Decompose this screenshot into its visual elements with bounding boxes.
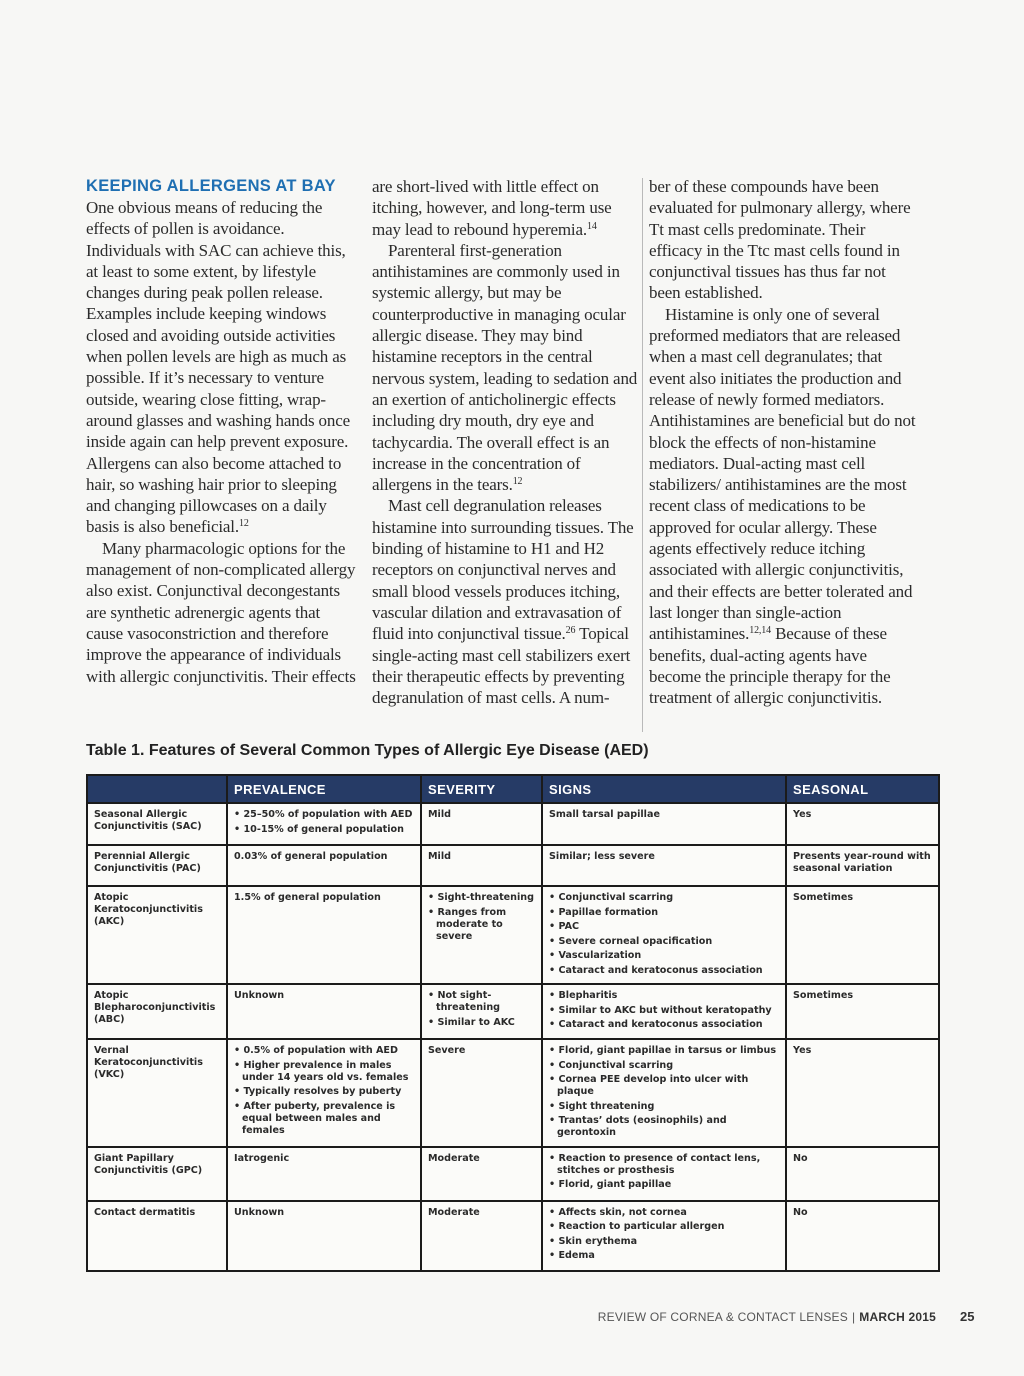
table-cell-prevalence: Iatrogenic [227,1147,421,1201]
cell-list [234,1045,414,1137]
table-title: Table 1. Features of Several Common Types of Allergic Eye Disease (AED) [86,742,649,759]
column-header: PREVALENCE [227,775,421,803]
paragraph [372,240,642,496]
list-item: • After puberty, prevalence is equal between males and females [234,1101,414,1137]
paragraph-text: Histamine is only one of several preformed mediators that are released when a mast cell degranulates; that event also initiates the production and release of newly formed mediators. Antihistamines are beneficial but do not block the effects of non-histamine mediators. Dual-acting mast cell stabilizers/ antihistamines are the most recent class of medications to be approved for ocular allergy. These agents effectively reduce itching associated with allergic conjunctivitis, and their effects are better tolerated and last longer than single-action antihistamines. [649,304,916,644]
list-item: • Vascularization [549,950,779,962]
cell-list [549,1207,779,1263]
list-item: • Cataract and keratoconus association [549,965,779,977]
article-body [86,176,928,732]
table-cell-seasonal: No [786,1147,939,1201]
table-cell-severity: Moderate [421,1147,542,1201]
article-column-1 [86,176,356,732]
table-row [87,984,939,1039]
list-item: • Sight-threatening [428,892,535,904]
list-item: • Similar to AKC [428,1017,535,1029]
article-column-3 [649,176,919,732]
list-item: • Conjunctival scarring [549,892,779,904]
table-cell-prevalence [227,1039,421,1147]
table-cell-signs [542,1039,786,1147]
table-cell-severity [421,984,542,1039]
table-cell-signs [542,1147,786,1201]
aed-table [86,774,940,1272]
footer-separator: | [851,1310,856,1324]
table-row [87,1201,939,1271]
paragraph-text: are short-lived with little effect on itching, however, and long-term use may lead to rebound hyperemia. [372,177,612,239]
table-cell-severity: Mild [421,803,542,845]
article-column-2 [372,176,642,732]
table-cell-prevalence: 1.5% of general population [227,886,421,984]
table-cell-seasonal: No [786,1201,939,1271]
paragraph: ber of these compounds have been evaluated for pulmonary allergy, where Tt mast cells predominate. Their efficacy in the Ttc mast cells found in conjunctival tissues has thus far not been established. [649,177,911,303]
column-header: SIGNS [542,775,786,803]
cell-list [549,1045,779,1139]
table-row [87,1147,939,1201]
paragraph-text: Parenteral first-generation antihistamines are commonly used in systemic allergy, but may be counterproductive in managing ocular allergic disease. They may bind histamine receptors in the central nervous system, leading to sedation and an exertion of anticholinergic effects including dry mouth, dry eye and tachycardia. The overall effect is an increase in the concentration of allergens in the tears. [372,240,638,495]
table-row [87,803,939,845]
list-item: • Not sight-threatening [428,990,535,1014]
publication-name: REVIEW OF CORNEA & CONTACT LENSES [597,1310,848,1324]
table-body [87,803,939,1271]
list-item: • 10-15% of general population [234,824,414,836]
column-header: SEASONAL [786,775,939,803]
list-item: • Cataract and keratoconus association [549,1019,779,1031]
list-item: • Trantas’ dots (eosinophils) and gerontoxin [549,1115,779,1139]
page-number: 25 [960,1309,975,1324]
list-item: • 25–50% of population with AED [234,809,414,821]
table-cell-signs [542,984,786,1039]
list-item: • Skin erythema [549,1236,779,1248]
issue-date: MARCH 2015 [859,1310,936,1324]
paragraph [372,495,642,708]
table-cell-seasonal: Presents year-round with seasonal variation [786,845,939,886]
reference: 14 [587,220,597,232]
list-item: • Severe corneal opacification [549,936,779,948]
table-cell-prevalence: Unknown [227,1201,421,1271]
table-cell-name: Atopic Keratoconjunctivitis (AKC) [87,886,227,984]
table-cell-signs: Small tarsal papillae [542,803,786,845]
paragraph-text: Because of these benefits, dual-acting agents have become the principle therapy for the treatment of allergic conjunctivitis. [649,624,891,708]
table-cell-signs: Similar; less severe [542,845,786,886]
list-item: • Edema [549,1250,779,1262]
list-item: • Florid, giant papillae [549,1179,779,1191]
list-item: • Sight threatening [549,1101,779,1113]
cell-list [549,990,779,1031]
cell-list [428,892,535,943]
paragraph: Many pharmacologic options for the management of non-complicated allergy also exist. Conjunctival decongestants are synthetic adrenergic agents that cause vasoconstriction and therefore improve the appearance of individuals with allergic conjunctivitis. Their effects [86,538,356,686]
table-cell-signs [542,1201,786,1271]
paragraph [649,304,919,709]
list-item: • PAC [549,921,779,933]
table-row [87,886,939,984]
list-item: • 0.5% of population with AED [234,1045,414,1057]
table-cell-name: Atopic Blepharoconjunctivitis (ABC) [87,984,227,1039]
reference: 26 [565,625,576,637]
table-cell-seasonal: Sometimes [786,886,939,984]
list-item: • Ranges from moderate to severe [428,907,535,943]
list-item: • Similar to AKC but without keratopathy [549,1005,779,1017]
section-heading: KEEPING ALLERGENS AT BAY [86,177,336,195]
table-cell-prevalence: 0.03% of general population [227,845,421,886]
table-cell-name: Seasonal Allergic Conjunctivitis (SAC) [87,803,227,845]
table-header-row [87,775,939,803]
cell-list [234,809,414,836]
list-item: • Florid, giant papillae in tarsus or limbus [549,1045,779,1057]
table-cell-prevalence: Unknown [227,984,421,1039]
table-cell-severity: Severe [421,1039,542,1147]
table-cell-name: Vernal Keratoconjunctivitis (VKC) [87,1039,227,1147]
table-cell-seasonal: Yes [786,1039,939,1147]
table-cell-prevalence [227,803,421,845]
table-row [87,1039,939,1147]
list-item: • Conjunctival scarring [549,1060,779,1072]
cell-list [549,1153,779,1192]
list-item: • Reaction to particular allergen [549,1221,779,1233]
cell-list [428,990,535,1029]
reference: 12 [239,518,249,530]
paragraph [372,176,642,240]
table-cell-severity: Moderate [421,1201,542,1271]
paragraph-text: Mast cell degranulation releases histamine into surrounding tissues. The binding of histamine to H1 and H2 receptors on conjunctival nerves and small blood vessels produces itching, vascular dilation and extravasation of fluid into conjunctival tissue. [372,496,634,644]
list-item: • Papillae formation [549,907,779,919]
list-item: • Blepharitis [549,990,779,1002]
table-cell-severity [421,886,542,984]
table-row [87,845,939,886]
paragraph-text: One obvious means of reducing the effects of pollen is avoidance. Individuals with SAC can achieve this, at least to some extent, by lifestyle changes during peak pollen release. Examples include keeping windows closed and avoiding outside activities when pollen levels are high as much as possible. If it’s necessary to venture outside, wearing close fitting, wrap-around glasses and washing hands once inside again can help prevent exposure. Allergens can also become attached to hair, so washing hair prior to sleeping and changing pillowcases on a daily basis is also beneficial. [86,198,351,537]
paragraph [86,197,356,538]
cell-list [549,892,779,977]
table-cell-name: Giant Papillary Conjunctivitis (GPC) [87,1147,227,1201]
list-item: • Cornea PEE develop into ulcer with plaque [549,1074,779,1098]
table-cell-seasonal: Sometimes [786,984,939,1039]
list-item: • Reaction to presence of contact lens, stitches or prosthesis [549,1153,779,1177]
table-cell-name: Perennial Allergic Conjunctivitis (PAC) [87,845,227,886]
reference: 12 [512,476,523,488]
table-cell-signs [542,886,786,984]
column-header [87,775,227,803]
paragraph-text: Topical single-acting mast cell stabilizers exert their therapeutic effects by preventing degranulation of mast cells. A num- [372,624,631,708]
reference: 12,14 [749,625,771,637]
list-item: • Typically resolves by puberty [234,1086,414,1098]
column-header: SEVERITY [421,775,542,803]
table-cell-severity: Mild [421,845,542,886]
page-footer [598,1310,936,1324]
table-cell-name: Contact dermatitis [87,1201,227,1271]
list-item: • Affects skin, not cornea [549,1207,779,1219]
table-cell-seasonal: Yes [786,803,939,845]
list-item: • Higher prevalence in males under 14 years old vs. females [234,1060,414,1084]
column-rule [642,178,643,732]
